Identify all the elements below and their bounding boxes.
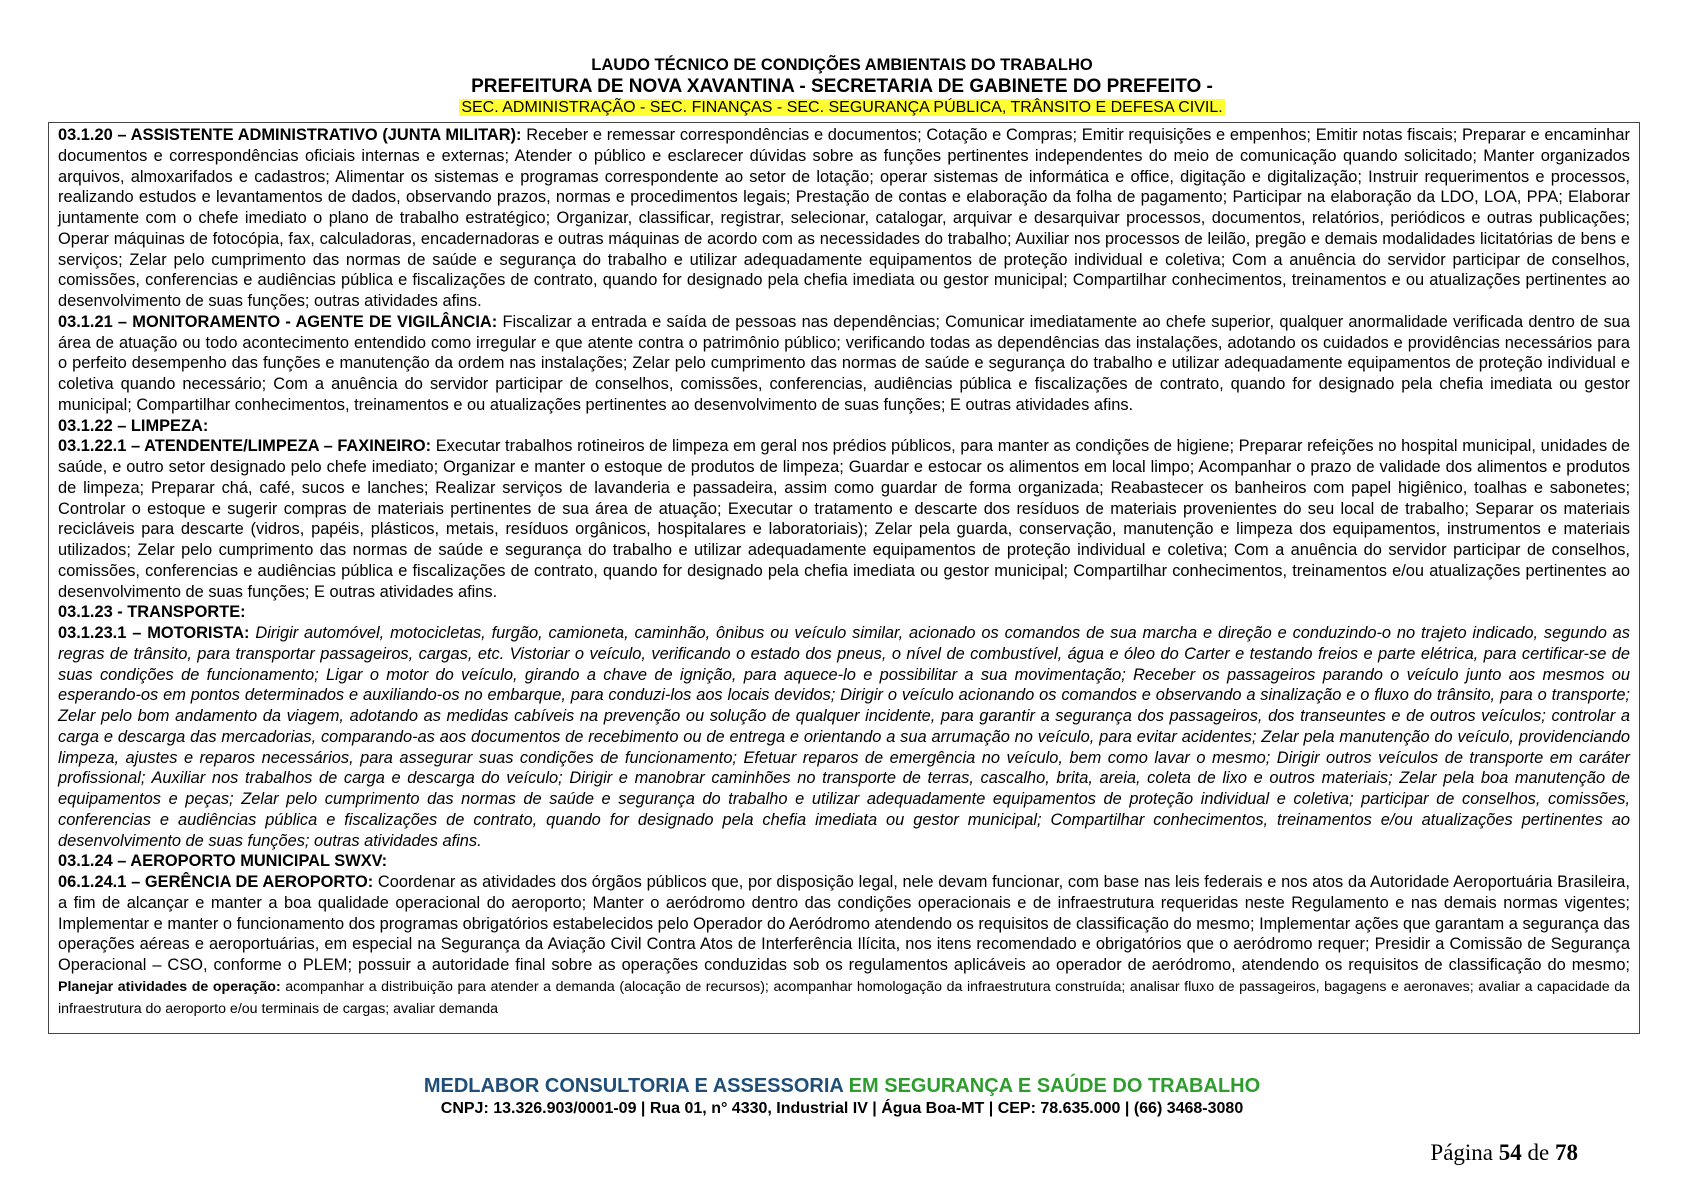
section-assistente-administrativo — [58, 125, 1630, 312]
page-label: Página — [1430, 1140, 1494, 1165]
section-title: 03.1.24 – AEROPORTO MUNICIPAL SWXV: — [58, 852, 388, 871]
section-text: Executar trabalhos rotineiros de limpeza em geral nos prédios públicos, para manter as condições de higiene; Preparar refeições no hospital municipal, unidades de saúde, e outro setor designado pelo chefe imediato; Organizar e manter o estoque de produtos de limpeza; Guardar e estocar os alimentos em local limpo; Acompanhar o prazo de validade dos alimentos e produtos de limpeza; Preparar chá, café, sucos e lanches; Realizar serviços de lavanderia e passadeira, assim como guardar de forma organizada; Reabastecer os banheiros com papel higiênico, toalhas e sabonetes; Controlar o estoque e sugerir compras de materiais pertinentes de sua área de atuação; Executar o tratamento e descarte dos resíduos de materiais provenientes do seu local de trabalho; Separar os materiais recicláveis para descarte (vidros, papéis, plásticos, metais, resíduos orgânicos, hospitalares e laboratoriais); Zelar pela guarda, conservação, manutenção e limpeza dos equipamentos, instrumentos e materiais utilizados; Zelar pelo cumprimento das normas de saúde e segurança do trabalho e utilizar adequadamente equipamentos de proteção individual e coletiva; Com a anuência do servidor participar de conselhos, comissões, conferencias e audiências pública e fiscalizações de contrato, quando for designado pela chefia imediata ou gestor municipal; Compartilhar conhecimentos, treinamentos e/ou atualizações pertinentes ao desenvolvimento de suas funções; E outras atividades afins. — [58, 437, 1630, 601]
company-name — [0, 1073, 1684, 1099]
subsection-text: acompanhar a distribuição para atender a demanda (alocação de recursos); acompanhar homologação da infraestrutura construída; analisar fluxo de passageiros, bagagens e aeronaves; avaliar a capacidade da infraestrutura do aeroporto e/ou terminais de cargas; avaliar demanda — [58, 978, 1630, 1017]
company-name-part1: MEDLABOR CONSULTORIA E ASSESSORIA — [423, 1075, 844, 1097]
page-of: de — [1527, 1140, 1550, 1165]
subsection-title: Planejar atividades de operação: — [58, 978, 281, 995]
section-gerencia-aeroporto — [58, 872, 1630, 1019]
page-current: 54 — [1498, 1140, 1522, 1165]
section-title: 03.1.23 - TRANSPORTE: — [58, 603, 246, 622]
section-monitoramento — [58, 312, 1630, 416]
section-title: 06.1.24.1 – GERÊNCIA DE AEROPORTO: — [58, 873, 374, 891]
section-transporte — [58, 602, 1630, 623]
company-address: CNPJ: 13.326.903/0001-09 | Rua 01, n° 4330, Industrial IV | Água Boa-MT | CEP: 78.635.000 | (66) 3468-3080 — [440, 1100, 1244, 1117]
section-title: 03.1.21 – MONITORAMENTO - AGENTE DE VIGILÂNCIA: — [58, 312, 498, 331]
company-name-part2: EM SEGURANÇA E SAÚDE DO TRABALHO — [843, 1075, 1261, 1097]
prefecture-title: PREFEITURA DE NOVA XAVANTINA - SECRETARIA DE GABINETE DO PREFEITO - — [471, 76, 1213, 97]
section-title: 03.1.22 – LIMPEZA: — [58, 416, 209, 435]
section-title: 03.1.20 – ASSISTENTE ADMINISTRATIVO (JUNTA MILITAR): — [58, 126, 522, 144]
section-text: Receber e remessar correspondências e documentos; Cotação e Compras; Emitir requisições e empenhos; Emitir notas fiscais; Preparar e encaminhar documentos e correspondências oficiais internas e externas; Atender o público e esclarecer dúvidas sobre as funções pertinentes independentes do meio de comunicação quando solicitado; Manter organizados arquivos, almoxarifados e cadastros; Alimentar os sistemas e programas correspondente ao setor de lotação; operar sistemas de informática e office, digitação e digitalização; Instruir requerimentos e processos, realizando estudos e levantamentos de dados, observando prazos, normas e procedimentos legais; Prestação de contas e elaboração da folha de pagamento; Participar na elaboração da LDO, LOA, PPA; Elaborar juntamente com o chefe imediato o plano de trabalho estratégico; Organizar, classificar, registrar, selecionar, catalogar, arquivar e desarquivar processos, documentos, relatórios, periódicos e outras publicações; Operar máquinas de fotocópia, fax, calculadoras, encadernadoras e outras máquinas de acordo com as necessidades do trabalho; Auxiliar nos processos de leilão, pregão e demais modalidades licitatórias de bens e serviços; Zelar pelo cumprimento das normas de saúde e segurança do trabalho e utilizar adequadamente equipamentos de proteção individual e coletiva; Com a anuência do servidor participar de conselhos, comissões, conferencias e audiências pública e fiscalizações de contrato, quando for designado pela chefia imediata ou gestor municipal; Compartilhar conhecimentos, treinamentos e ou atualizações pertinentes ao desenvolvimento de suas funções; outras atividades afins. — [58, 126, 1630, 310]
page-total: 78 — [1555, 1140, 1578, 1165]
page-number — [1430, 1140, 1578, 1166]
content-box — [48, 122, 1640, 1034]
highlighted-secretariats: SEC. ADMINISTRAÇÃO - SEC. FINANÇAS - SEC. SEGURANÇA PÚBLICA, TRÂNSITO E DEFESA CIVIL. — [461, 99, 1223, 116]
secretariats-line — [0, 98, 1684, 118]
section-atendente-limpeza — [58, 436, 1630, 602]
section-text: Coordenar as atividades dos órgãos públicos que, por disposição legal, nele devam funcionar, com base nas leis federais e nos atos da Autoridade Aeroportuária Brasileira, a fim de alcançar e manter a boa qualidade operacional do aeroporto; Manter o aeródromo dentro das condições operacionais e de infraestrutura requeridas neste Regulamento e nas demais normas vigentes; Implementar e manter o funcionamento dos programas obrigatórios estabelecidos pelo Operador do Aeródromo atendendo os requisitos de classificação do mesmo; Implementar ações que garantam a segurança das operações aéreas e aeroportuárias, em especial na Segurança da Aviação Civil Contra Atos de Interferência Ilícita, nos itens recomendado e obrigatórios que o aeródromo requer; Presidir a Comissão de Segurança Operacional – CSO, conforme o PLEM; possuir a autoridade final sobre as operações conduzidas sob os regulamentos aplicáveis ao operador de aeródromo, atendendo os requisitos de classificação do mesmo; — [58, 873, 1630, 974]
section-text: Fiscalizar a entrada e saída de pessoas nas dependências; Comunicar imediatamente ao chefe superior, qualquer anormalidade verificada dentro de sua área de atuação ou todo acontecimento entendido como irregular e que atente contra o patrimônio público; verificando todas as dependências das instalações, adotando os cuidados e providências necessários para o perfeito desempenho das funções e manutenção da ordem nas instalações; Zelar pelo cumprimento das normas de saúde e segurança do trabalho e utilizar adequadamente equipamentos de proteção individual e coletiva quando necessário; Com a anuência do servidor participar de conselhos, comissões, conferencias, audiências pública e fiscalizações de contrato, quando for designado pela chefia imediata ou gestor municipal; Compartilhar conhecimentos, treinamentos e ou atualizações pertinentes ao desenvolvimento de suas funções; E outras atividades afins. — [58, 312, 1630, 414]
report-title: LAUDO TÉCNICO DE CONDIÇÕES AMBIENTAIS DO TRABALHO — [591, 56, 1093, 74]
section-motorista — [58, 623, 1630, 851]
document-header — [0, 55, 1684, 118]
section-aeroporto — [58, 851, 1630, 872]
document-footer — [0, 1073, 1684, 1119]
section-text: Dirigir automóvel, motocicletas, furgão, camioneta, caminhão, ônibus ou veículo similar, acionado os comandos de sua marcha e direção e conduzindo-o no trajeto indicado, segundo as regras de trânsito, para transportar passageiros, cargas, etc. Vistoriar o veículo, verificando o estado dos pneus, o nível de combustível, água e óleo do Carter e testando freios e parte elétrica, para certificar-se de suas condições de funcionamento; Ligar o motor do veículo, girando a chave de ignição, para aquece-lo e possibilitar a sua movimentação; Receber os passageiros parando o veículo junto aos mesmos ou esperando-os em pontos determinados e auxiliando-os no embarque, para conduzi-los aos locais devidos; Dirigir o veículo acionando os comandos e observando a sinalização e o fluxo do trânsito, para o transporte; Zelar pelo bom andamento da viagem, adotando as medidas cabíveis na prevenção ou solução de qualquer incidente, para garantir a segurança dos passageiros, dos transeuntes e de outros veículos; controlar a carga e descarga das mercadorias, comparando-as aos documentos de recebimento ou de entrega e orientando a sua arrumação no veículo, para evitar acidentes; Zelar pela manutenção do veículo, providenciando limpeza, ajustes e reparos necessários, para assegurar suas condições de funcionamento; Efetuar reparos de emergência no veículo, bem como lavar o mesmo; Dirigir outros veículos de transporte em caráter profissional; Auxiliar nos trabalhos de carga e descarga do veículo; Dirigir e manobrar caminhões no transporte de terras, cascalho, brita, areia, coleta de lixo e outros materiais; Zelar pela boa manutenção de equipamentos e peças; Zelar pelo cumprimento das normas de saúde e segurança do trabalho e utilizar adequadamente equipamentos de proteção individual e coletiva; participar de conselhos, comissões, conferencias e audiências pública e fiscalizações de contrato, quando for designado pela chefia imediata ou gestor municipal; Compartilhar conhecimentos, treinamentos e/ou atualizações pertinentes ao desenvolvimento de suas funções; outras atividades afins. — [58, 624, 1630, 850]
section-title: 03.1.23.1 – MOTORISTA: — [58, 624, 250, 642]
section-limpeza — [58, 416, 1630, 437]
section-title: 03.1.22.1 – ATENDENTE/LIMPEZA – FAXINEIRO: — [58, 437, 432, 456]
